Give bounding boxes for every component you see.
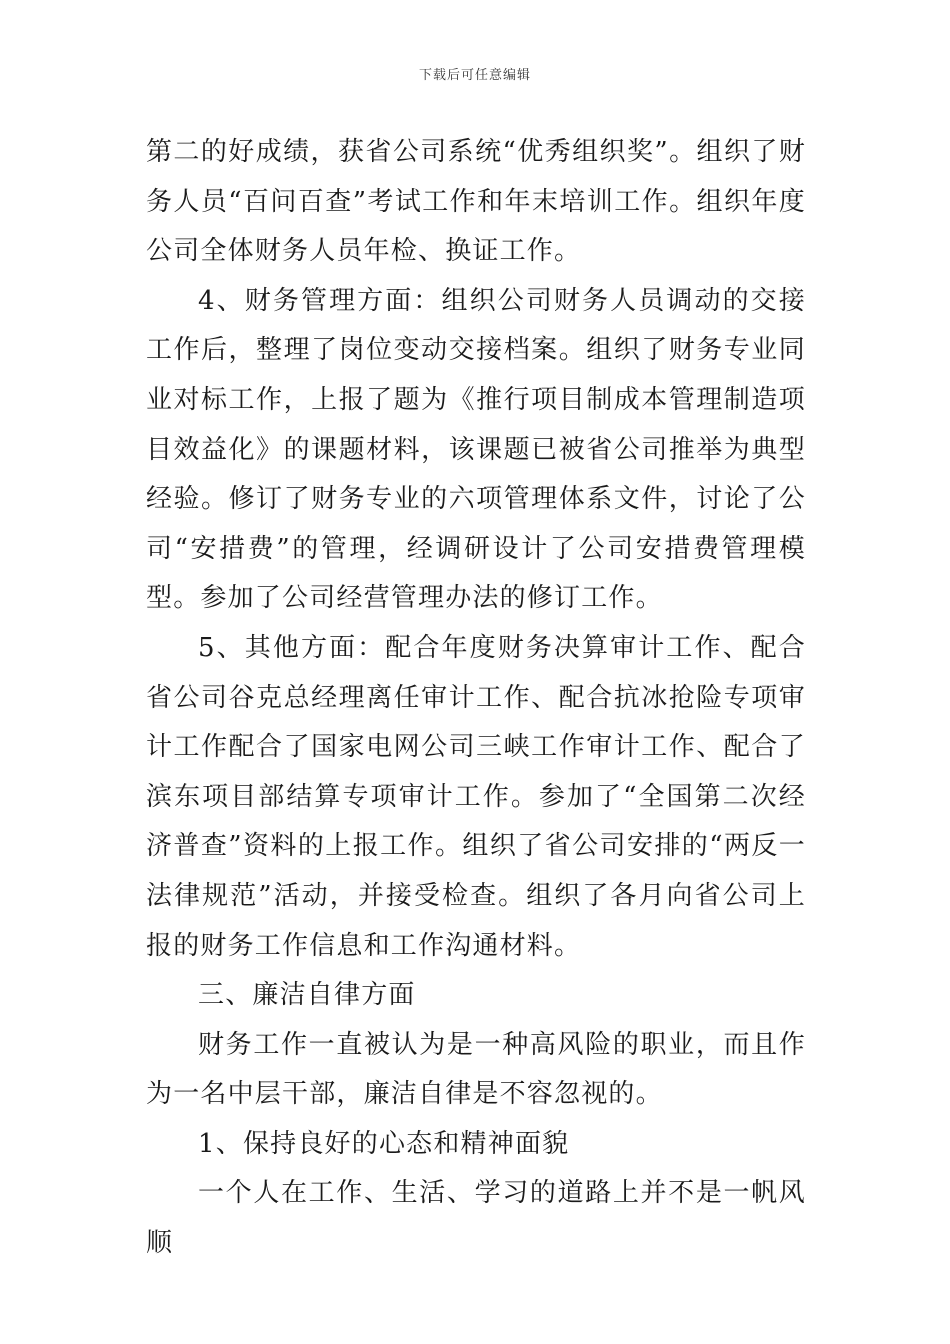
subsection-heading: 1、保持良好的心态和精神面貌 — [198, 1128, 570, 1159]
paragraph: 5、其他方面：配合年度财务决算审计工作、配合省公司谷克总经理离任审计工作、配合抗冰抢险专项审计工作配合了国家电网公司三峡工作审计工作、配合了滨东项目部结算专项审计工作。参加了“全国第二次经济普查”资料的上报工作。组织了省公司安排的“两反一法律规范”活动，并接受检查。组织了各月向省公司上报的财务工作信息和工作沟通材料。 — [146, 632, 806, 961]
section-heading: 三、廉洁自律方面 — [198, 980, 416, 1011]
page-header: 下载后可任意编辑 — [418, 68, 531, 83]
paragraph: 一个人在工作、生活、学习的道路上并不是一帆风顺 — [146, 1178, 806, 1259]
paragraph: 财务工作一直被认为是一种高风险的职业，而且作为一名中层干部，廉洁自律是不容忽视的。 — [146, 1029, 806, 1110]
paragraph: 4、财务管理方面：组织公司财务人员调动的交接工作后，整理了岗位变动交接档案。组织了财务专业同业对标工作，上报了题为《推行项目制成本管理制造项目效益化》的课题材料，该课题已被省公司推举为典型经验。修订了财务专业的六项管理体系文件，讨论了公司“安措费”的管理，经调研设计了公司安措费管理模型。参加了公司经营管理办法的修订工作。 — [146, 285, 806, 614]
document-body — [146, 128, 806, 1269]
paragraph: 第二的好成绩，获省公司系统“优秀组织奖”。组织了财务人员“百问百查”考试工作和年末培训工作。组织年度公司全体财务人员年检、换证工作。 — [146, 137, 806, 267]
